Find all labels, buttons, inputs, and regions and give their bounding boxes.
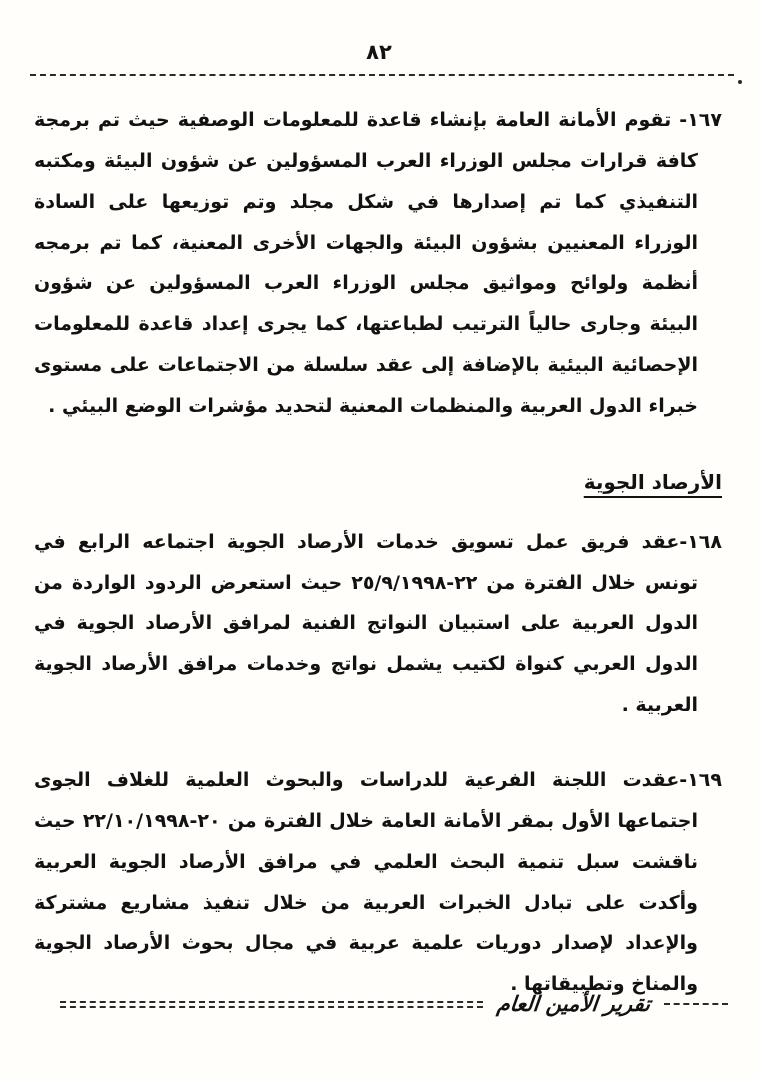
paragraph-167: ١٦٧- تقوم الأمانة العامة بإنشاء قاعدة للمعلومات الوصفية حيث تم برمجة كافة قرارات مجلس الوزراء العرب المسؤولين عن شؤون البيئة ومكتبه التنفيذي كما تم إصدارها في شكل مجلد وتم توزيعها على السادة الوزراء المعنيين بشؤون البيئة والجهات الأخرى المعنية، كما تم برمجه أنظمة ولوائح ومواثيق مجلس الوزراء العرب المسؤولين عن شؤون البيئة وجارى حالياً الترتيب لطباعتها، كما يجرى إعداد قاعدة للمعلومات الإحصائية البيئية بالإضافة إلى عقد سلسلة من الاجتماعات على مستوى خبراء الدول العربية والمنظمات المعنية لتحديد مؤشرات الوضع البيئي . (34, 109, 722, 417)
paragraph-169: ١٦٩-عقدت اللجنة الفرعية للدراسات والبحوث العلمية للغلاف الجوى اجتماعها الأول بمقر الأمانة العامة خلال الفترة من ٢٠-٢٢/١٠/١٩٩٨ حيث ناقشت سبل تنمية البحث العلمي في مرافق الأرصاد الجوية العربية وأكدت على تبادل الخبرات العربية من خلال تنفيذ مشاريع مشتركة والإعداد لإصدار دوريات علمية عربية في مجال بحوث الأرصاد الجوية والمناخ وتطبيقاتها . (34, 768, 722, 996)
paragraph-168: ١٦٨-عقد فريق عمل تسويق خدمات الأرصاد الجوية اجتماعه الرابع في تونس خلال الفترة من ٢٢-٢٥/٩/١٩٩٨ حيث استعرض الردود الواردة من الدول العربية على استبيان النواتج الفنية لمرافق الأرصاد الجوية في الدول العربي كنواة لكتيب يشمل نواتج وخدمات مرافق الأرصاد الجوية العربية . (34, 530, 722, 717)
footer-rule-right (664, 1003, 728, 1005)
section-heading-meteorology: الأرصاد الجوية (583, 469, 722, 494)
header-rule (30, 74, 734, 76)
page-footer (60, 992, 728, 1016)
footer-stamp-text: تقرير الأمين العام (495, 992, 652, 1016)
footer-rule-left (60, 1001, 483, 1008)
header-rule-dot (738, 80, 742, 84)
page-number: ٨٢ (366, 40, 392, 64)
document-body (34, 100, 722, 1039)
